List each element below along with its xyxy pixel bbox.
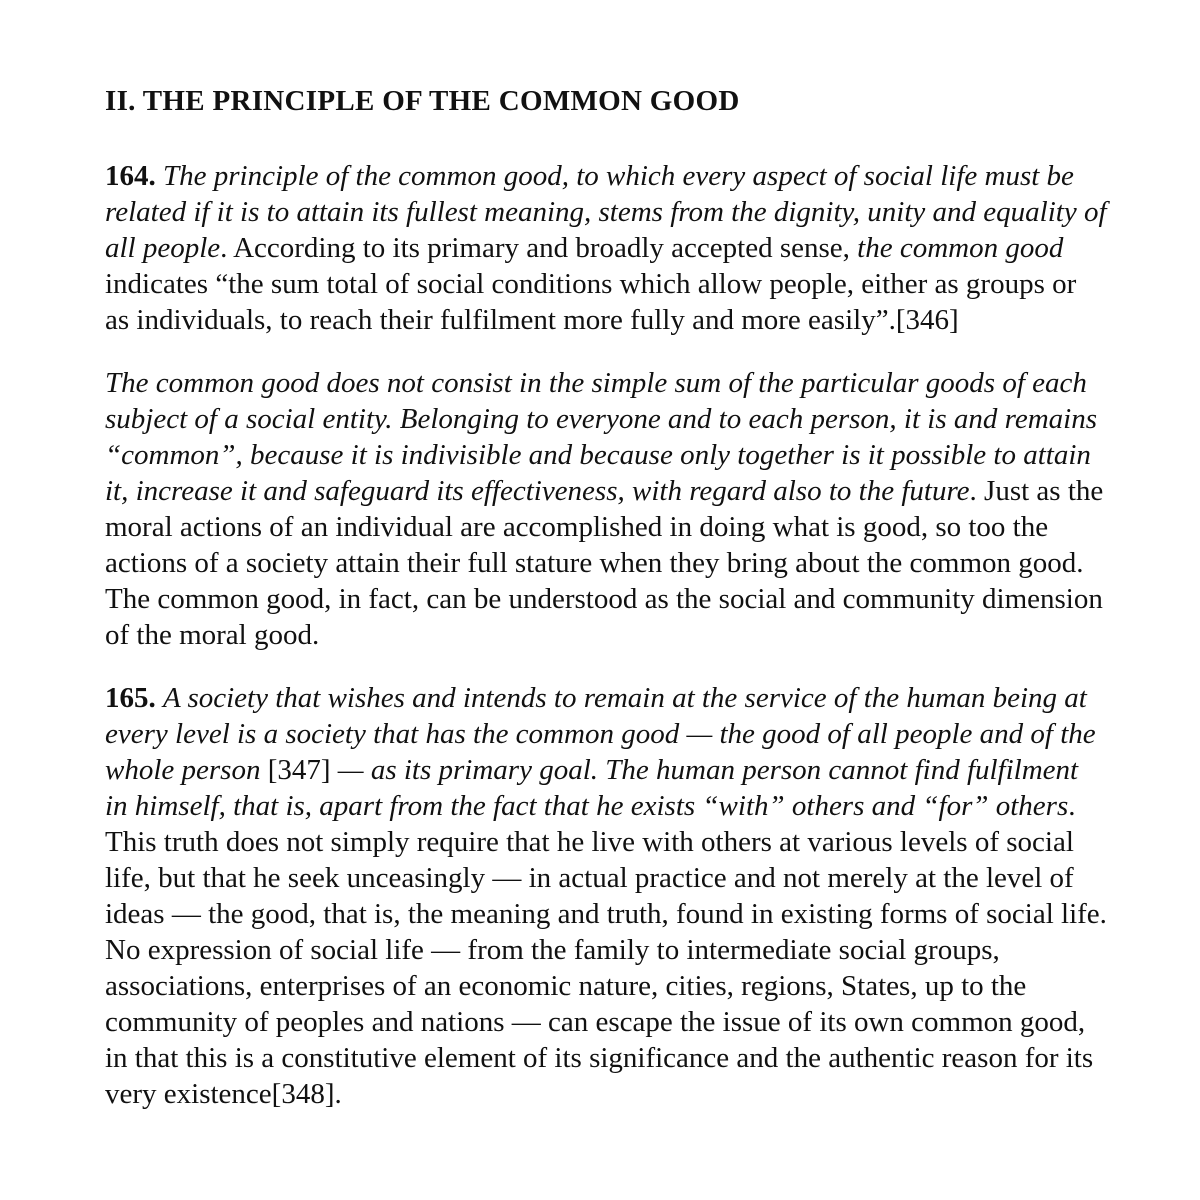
section-heading: II. THE PRINCIPLE OF THE COMMON GOOD: [105, 85, 740, 117]
italic-text-segment: the common good: [857, 232, 1064, 264]
italic-text-segment: The common good does not consist in the simple sum of the particular goods of each subject of a social entity. Belonging to everyone and to each person, it is and remains “common”, because it is indivisible and because only together is it possible to attain it, increase it and safeguard its effectiveness, with regard also to the future: [105, 367, 1098, 507]
paragraph: [105, 158, 1107, 338]
paragraph: [105, 365, 1107, 653]
paragraph: [105, 680, 1107, 1112]
text-segment: [347]: [267, 754, 331, 786]
text-segment: . This truth does not simply require that he live with others at various levels of social life, but that he seek unceasingly — in actual practice and not merely at the level of ideas — the good, that is, the meaning and truth, found in existing forms of social life. No expression of social life — from the family to intermediate social groups, associations, enterprises of an economic nature, cities, regions, States, up to the community of peoples and nations — can escape the issue of its own common good, in that this is a constitutive element of its significance and the authentic reason for its very existence[348].: [105, 790, 1107, 1110]
text-segment: indicates “the sum total of social conditions which allow people, either as groups or as individuals, to reach their fulfilment more fully and more easily”.[346]: [105, 268, 1077, 336]
paragraph-number: 165.: [105, 682, 156, 714]
paragraphs: [105, 158, 1110, 1112]
italic-text-segment: A society that wishes and intends to remain at the service of the human being at every level is a society that has the common good — the good of all people and of the whole person: [105, 682, 1096, 786]
paragraph-number: 164.: [105, 160, 156, 192]
italic-text-segment: The principle of the common good, to which every aspect of social life must be related if it is to attain its fullest meaning, stems from the dignity, unity and equality of all people: [105, 160, 1107, 264]
text-segment: . According to its primary and broadly accepted sense,: [220, 232, 858, 264]
text-segment: . Just as the moral actions of an individual are accomplished in doing what is good, so too the actions of a society attain their full stature when they bring about the common good. The common good, in fact, can be understood as the social and community dimension of the moral good.: [105, 475, 1104, 651]
italic-text-segment: — as its primary goal. The human person cannot find fulfilment in himself, that is, apart from the fact that he exists “with” others and “for” others: [105, 754, 1079, 822]
